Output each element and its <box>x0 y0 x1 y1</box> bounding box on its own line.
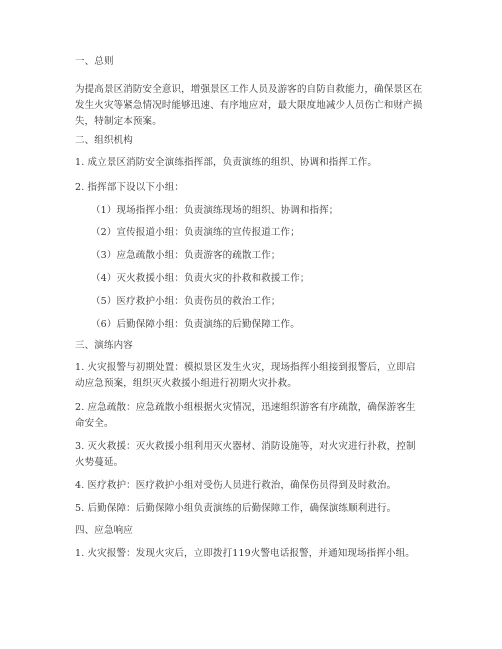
sub-list-item: （2）宣传报道小组：负责演练的宣传报道工作； <box>91 227 300 238</box>
section-heading-general: 一、总则 <box>75 56 114 67</box>
list-item: 3. 灭火救援：灭火救援小组利用灭火器材、消防设施等，对火灾进行扑救，控制 <box>75 441 416 452</box>
list-item: 1. 火灾报警与初期处置：模拟景区发生火灾，现场指挥小组接到报警后，立即启 <box>75 362 416 373</box>
section-heading-organization: 二、组织机构 <box>75 135 133 146</box>
sub-list-item: （4）灭火救援小组：负责火灾的扑救和救援工作； <box>91 273 310 284</box>
section-heading-emergency-response: 四、应急响应 <box>75 525 133 536</box>
list-item-continuation: 火势蔓延。 <box>75 457 124 468</box>
sub-list-item: （1）现场指挥小组：负责演练现场的组织、协调和指挥； <box>91 205 339 216</box>
list-item: 4. 医疗救护：医疗救护小组对受伤人员进行救治，确保伤员得到及时救治。 <box>75 480 397 491</box>
list-item-continuation: 动应急预案，组织灭火救援小组进行初期火灾扑救。 <box>75 378 297 389</box>
list-item: 1. 成立景区消防安全演练指挥部，负责演练的组织、协调和指挥工作。 <box>75 157 378 168</box>
list-item: 1. 火灾报警：发现火灾后，立即拨打119火警电话报警，并通知现场指挥小组。 <box>75 548 415 559</box>
list-item-continuation: 命安全。 <box>75 418 114 429</box>
list-item: 2. 应急疏散：应急疏散小组根据火灾情况，迅速组织游客有序疏散，确保游客生 <box>75 402 416 413</box>
paragraph-line: 为提高景区消防安全意识，增强景区工作人员及游客的自防自救能力，确保景区在 <box>75 84 423 95</box>
sub-list-item: （3）应急疏散小组：负责游客的疏散工作； <box>91 250 281 261</box>
list-item: 2. 指挥部下设以下小组： <box>75 182 185 193</box>
section-heading-drill-content: 三、演练内容 <box>75 340 133 351</box>
paragraph-line: 发生火灾等紧急情况时能够迅速、有序地应对，最大限度地减少人员伤亡和财产损 <box>75 100 423 111</box>
paragraph-line: 失，特制定本预案。 <box>75 116 162 127</box>
list-item: 5. 后勤保障：后勤保障小组负责演练的后勤保障工作，确保演练顺利进行。 <box>75 503 397 514</box>
sub-list-item: （5）医疗救护小组：负责伤员的救治工作； <box>91 296 281 307</box>
sub-list-item: （6）后勤保障小组：负责演练的后勤保障工作。 <box>91 319 300 330</box>
